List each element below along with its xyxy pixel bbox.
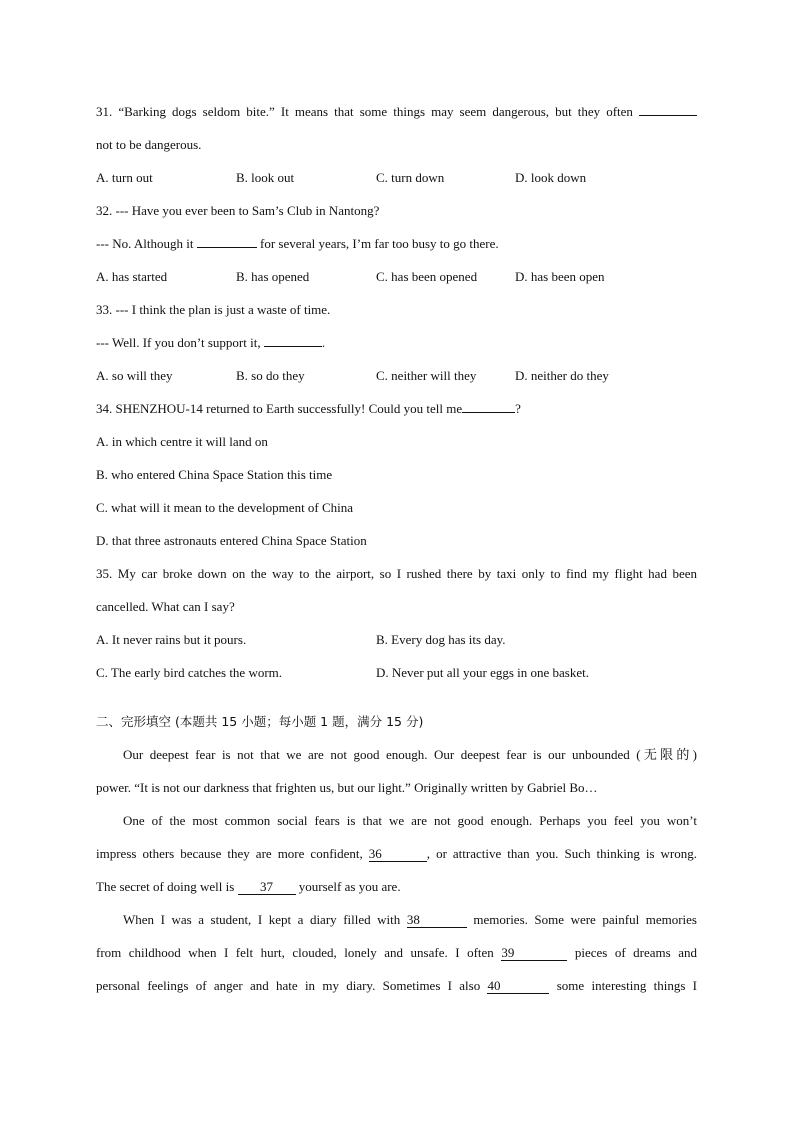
question-31: 31. “Barking dogs seldom bite.” It means that some things may seem dangerous, but they often: [96, 100, 697, 133]
options-35-row1: [96, 628, 697, 661]
option-d: D. neither do they: [515, 368, 609, 383]
option-c: C. neither will they: [376, 368, 477, 383]
option-d: D. that three astronauts entered China Space Station: [96, 533, 367, 548]
blank-36: 36: [369, 846, 427, 862]
option-a: A. in which centre it will land on: [96, 434, 268, 449]
paragraph-2-line: impress others because they are more confident, 36 , or attractive than you. Such thinking is wrong.: [96, 846, 697, 861]
paragraph-1-line: power. “It is not our darkness that frighten us, but our light.” Originally written by Gabriel Bo…: [96, 780, 598, 795]
option-a: A. It never rains but it pours.: [96, 632, 247, 647]
section-title: 二、完形填空 (本题共 15 小题；每小题 1 题，满分 15 分): [96, 714, 424, 729]
option-c: C. The early bird catches the worm.: [96, 665, 283, 680]
options-35-row2: [96, 661, 697, 694]
question-31-cont: not to be dangerous.: [96, 137, 202, 152]
question-35-cont: cancelled. What can I say?: [96, 599, 235, 614]
option-b: B. has opened: [236, 269, 310, 284]
option-b: B. who entered China Space Station this time: [96, 467, 333, 482]
question-33: 33. --- I think the plan is just a waste of time.: [96, 302, 331, 317]
blank-40: 40: [487, 978, 549, 994]
answer-blank: [639, 100, 697, 116]
option-b: B. Every dog has its day.: [376, 632, 506, 647]
document-page: [96, 100, 697, 1007]
section-gap: [96, 694, 697, 710]
option-a: A. so will they: [96, 368, 173, 383]
blank-38: 38: [407, 912, 467, 928]
option-a: A. turn out: [96, 170, 153, 185]
option-c: C. what will it mean to the development of China: [96, 500, 354, 515]
option-c: C. has been opened: [376, 269, 478, 284]
paragraph-3-line: from childhood when I felt hurt, clouded, lonely and unsafe. I often 39 pieces of dreams and: [96, 945, 697, 960]
question-32-reply: --- No. Although it for several years, I’m far too busy to go there.: [96, 232, 697, 265]
paragraph-2-line: The secret of doing well is 37 yourself as you are.: [96, 879, 401, 894]
question-35: 35. My car broke down on the way to the airport, so I rushed there by taxi only to find my flight had been: [96, 566, 697, 581]
options-31: [96, 166, 697, 199]
question-34: 34. SHENZHOU-14 returned to Earth successfully! Could you tell me ?: [96, 397, 697, 430]
paragraph-3-line: When I was a student, I kept a diary filled with 38 memories. Some were painful memories: [123, 912, 697, 927]
paragraph-3-line: personal feelings of anger and hate in my diary. Sometimes I also 40 some interesting things I: [96, 978, 697, 993]
answer-blank: [197, 232, 257, 248]
option-b: B. look out: [236, 170, 295, 185]
paragraph-1-line: Our deepest fear is not that we are not good enough. Our deepest fear is our unbounded (无限的): [123, 747, 697, 762]
option-a: A. has started: [96, 269, 168, 284]
options-32: [96, 265, 697, 298]
answer-blank: [462, 397, 515, 413]
question-33-reply: --- Well. If you don’t support it, .: [96, 331, 697, 364]
option-d: D. look down: [515, 170, 587, 185]
blank-39: 39: [501, 945, 567, 961]
paragraph-2-line: One of the most common social fears is that we are not good enough. Perhaps you feel you won’t: [123, 813, 697, 828]
option-b: B. so do they: [236, 368, 305, 383]
option-c: C. turn down: [376, 170, 445, 185]
answer-blank: [264, 331, 322, 347]
blank-37: 37: [238, 879, 296, 895]
option-d: D. Never put all your eggs in one basket.: [376, 665, 590, 680]
option-d: D. has been open: [515, 269, 605, 284]
options-33: [96, 364, 697, 397]
question-32: 32. --- Have you ever been to Sam’s Club in Nantong?: [96, 203, 380, 218]
